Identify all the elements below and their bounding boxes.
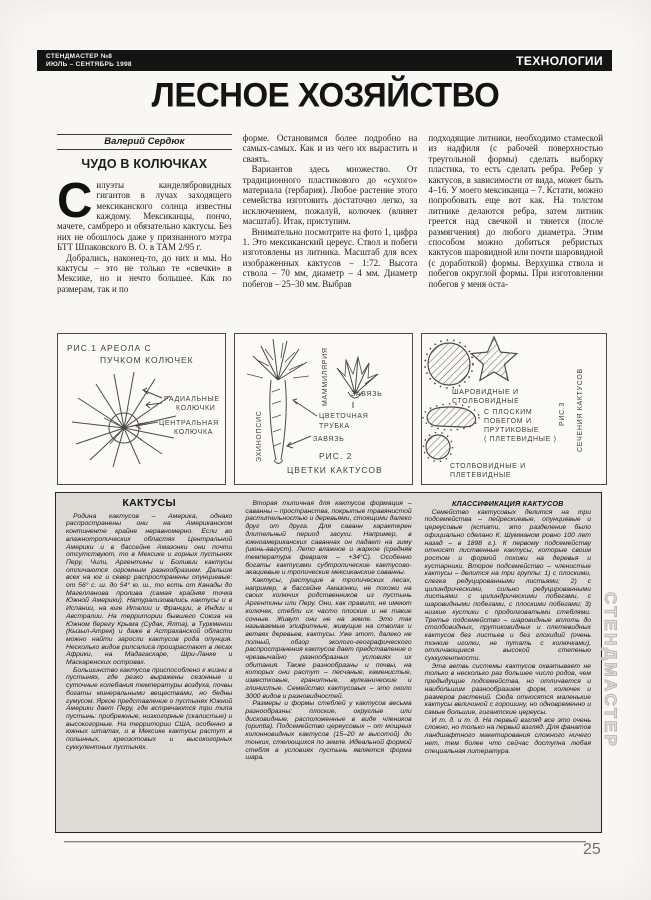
- cactus-sections-drawing: [422, 334, 606, 484]
- drop-cap: С: [57, 173, 93, 228]
- paragraph: Размеры и формы стеблей у кактусов весьма разнообразны: плоские, округлые или дисковидные, расположенные в виде члеников (opuntia). Подсемейство цереусовых – от мощных колонновидных кактусов (15–20 м высотой) до тонких, стелющихся по земле. Идеальной формой стебля в условиях пустынь является форма шара.: [245, 700, 412, 762]
- small-round-section-icon: [424, 433, 453, 462]
- paragraph: [57, 173, 232, 253]
- figures-row: [57, 333, 603, 485]
- fig2-label-tube-2: ТРУБКА: [319, 423, 350, 430]
- paragraph: Родина кактусов – Америка, однако распространены они на Американском континенте крайне неравномерно. Если во влажнотропических областях Центральной Америки и в бассейне Амазонки они почти отсутствуют, то в Мексике и горных пустынях Перу, Чили, Аргентины и Боливии кактусы отличаются огромным разнообразием. Дальше всех на юг и север распространены опунциевые: от 56° с. ш. до 54° ю. ш., то есть от Канады до Магелланова пролива (самая крайняя точка Южной Америки). Натурализовались кактусы и в Испании, на юге Италии и Франции, в Индии и Австралии. На территории бывшего Союза на Южном берегу Крыма (Судак, Ялта), в Туркмении (Кызыл-Атрек) и даже в Астраханской области можно найти заросли кактусов рода опунция. Несколько видов рипсалиса произрастают в лесах Африки, на Мадагаскаре, Шри-Ланке и Маскаренских островах.: [66, 512, 233, 667]
- fig2-caption-line1: РИС. 2: [319, 451, 353, 461]
- article-column-1: [57, 133, 232, 334]
- flat-section-icon: [423, 404, 479, 430]
- fig1-label-central-2: КОЛЮЧКА: [174, 429, 214, 436]
- fig3-label-group1-2: СТОЛБОВИДНЫЕ: [452, 398, 520, 405]
- fig3-caption-text: СЕЧЕНИЯ КАКТУСОВ: [577, 368, 584, 452]
- fig2-label-ovary-bottom: ЗАВЯЗЬ: [313, 436, 345, 443]
- infobox-heading: КАКТУСЫ: [122, 497, 176, 509]
- fig3-label-group1-1: ШАРОВИДНЫЕ И: [452, 389, 519, 396]
- fig2-caption-line2: ЦВЕТКИ КАКТУСОВ: [287, 465, 383, 475]
- infobox-column-3: [425, 500, 591, 825]
- paragraph: подходящие литники, необходимо стамеской из надфиля (с рабочей поверхностью треугольной формы) сделать выборку пластика, то есть сделать ребра. Ребер у кактусов, в зависимости от вида, может быть 4–16. У моего мексиканца – 7. Кстати, можно попробовать еще вот как. На толстом литнике делаются ребра, затем литник греется над свечкой и тянется (после размягчения) до любого диаметра. Этим способом можно добиться ребристых кактусов шаровидной или почти шаровидной (с доработкой) формы. Верхушка ствола и побегов округлой формы. При изготовлении побегов у меня оста-: [428, 133, 603, 289]
- magazine-issue: ИЮЛЬ – СЕНТЯБРЬ 1998: [46, 60, 132, 68]
- paragraph: Эта ветвь системы кактусов охватывает не только в несколько раз большее число родов, чем предыдущие подсемейства, но отличается и наибольшим разнообразием форм, колючек и размеров растений. Сюда относятся маленькие кактусы величиной с горошину, но одновременно и самые большие, гигантские цереусы.: [424, 662, 591, 716]
- fig1-label-central-1: ЦЕНТРАЛЬНАЯ: [159, 420, 219, 427]
- fig3-label-group3-2: ПЛЕТЕВИДНЫЕ: [450, 472, 512, 479]
- fig3-label-group2-1: С ПЛОСКИМ: [484, 409, 533, 416]
- magazine-brand: [46, 53, 132, 68]
- fig1-caption-line1: РИС.1 АРЕОЛА С: [67, 343, 152, 353]
- infobox-subheading: КЛАССИФИКАЦИЯ КАКТУСОВ: [452, 499, 564, 508]
- round-section-icon: [425, 340, 473, 388]
- infobox-column-2: [245, 500, 411, 825]
- fig3-label-group3-1: СТОЛБОВИДНЫЕ И: [450, 463, 526, 470]
- paragraph: Кактусы, растущие в тропических лесах, например, в бассейне Амазонки, не похожи на своих колючих родственников из пустынь Аргентины или Перу. Они, как правило, не имеют колючек, стебли их часто плоские и не такие сочные. Живут они не на земле. Это так называемые эпифитные, живущие на стволах и ветвях деревьев, кактусы. Уже этот, далеко не полный, обзор эколого-географического распространения кактусов дает представление о чрезвычайно разнообразных условиях их обитания. Также разнообразны и почвы, на которых они растут – песчаные, каменистые, известковые, гранитные, вулканические и глинистые. Семейство кактусовых – это около 3000 видов и разновидностей.: [245, 577, 412, 700]
- cactus-flowers-drawing: [235, 334, 412, 484]
- fig2-label-mammillaria: МАММИЛЯРИЯ: [322, 347, 329, 406]
- areola-spines-drawing: [58, 334, 225, 484]
- page-header-bar: [37, 50, 612, 71]
- footer-rule: [64, 841, 586, 843]
- fig3-caption-number: РИС.3: [559, 401, 566, 426]
- paragraph: И т. д. и т. д. На первый взгляд все это очень сложно, но только на первый взгляд. Для фанатов ландшафтного макетирования сложного ничего нет, тем более что сейчас доступна любая специальная литература.: [424, 716, 591, 755]
- article-column-2: [243, 133, 418, 334]
- paragraph: Вторая типичная для кактусов формация – саванны – пространства, покрытые травянистой растительностью и деревьями, стоящими далеко друг от друга. Для саванн характерен длительный период засухи. Например, в южноамериканских саваннах он падает на зиму (июнь-август). Лето влажное и жаркое (средняя температура февраля – +34°С). Особенно богаты кактусами субтропические кактусово-акациевые и тропические мексиканские саванны.: [245, 500, 412, 577]
- fig3-label-group2-4: ( ПЛЕТЕВИДНЫЕ ): [484, 436, 557, 443]
- fig3-label-group2-2: ПОБЕГОМ И: [484, 418, 532, 425]
- infobox-column-1: [66, 497, 233, 825]
- fig2-label-ovary-top: ЗАВЯЗЬ: [351, 391, 383, 398]
- page-number: 25: [583, 841, 601, 858]
- section-label: ТЕХНОЛОГИИ: [516, 53, 603, 68]
- figure-1-areola: [57, 333, 226, 485]
- paragraph: Внимательно посмотрите на фото 1, цифра 1. Это мексиканский цереус. Ствол и побеги изготовлены из литника. Масштаб для всех изображенных кактусов – 1:72. Высота ствола – 70 мм, диаметр – 4 мм. Диаметр побегов – 25–30 мм. Выбрав: [242, 226, 418, 289]
- paragraph: Вариантов здесь множество. От традиционного пластикового до «сухого» материала (гербария). Любое растение этого семейства изготовить достаточно легко, за исключением, пожалуй, колючек (влияет масштаб). Итак, приступим.: [242, 164, 418, 227]
- fig1-caption-line2: ПУЧКОМ КОЛЮЧЕК: [100, 355, 194, 365]
- article-heading: ЧУДО В КОЛЮЧКАХ: [81, 157, 208, 172]
- author-byline: Валерий Сердюк: [57, 134, 232, 150]
- paragraph: Семейство кактусовых делится на три подсемейства – пейрескиевые, опунциевые и цереусовые (кстати, это разделение было официально сделано К. Шумманом ровно 100 лет назад – в 1898 г.). К первому подсемейству относят лиственные кактусы, которые своим ростом и формой похожи на деревья и кустарники. Второе подсемейство – членистые кактусы – делится на три группы: 1) с плоскими, слегка редуцированными листьями; 2) с цилиндрическими, сильно редуцированными листьями: с цилиндрическими побегами, с шаровидными побегами, с плоскими побегами; 3) низкие кустики с продолговатыми стеблями. Третье подсемейство – шаровидные вплоть до столбовидных, прутиковидных и плетевидных кактусов без листьев и без глохидий (очень тонкие иголки, не путать с колючками), отличающиеся высокой степенью суккулентности.: [424, 508, 591, 663]
- fig2-label-tube-1: ЦВЕТОЧНАЯ: [319, 413, 369, 420]
- cactus-infobox: [55, 492, 602, 833]
- mammillaria-flower-icon: [337, 357, 378, 408]
- article-column-3: [428, 133, 603, 334]
- paragraph: Большинство кактусов приспособлено к жизни в пустынях, где резко выражены сезонные и суточные колебания температуры воздуха, почвы богаты минеральными веществами, но бедны гумусом. Яркое представление о пустынях Южной Америки дает Перу, где встречаются три типа пустынь: прибрежные, низкогорные (скалистые) и высокогорные. На территории США, особенно в южных штатах, и в Мексике кактусы растут в полынных, креозотовых и высокогорных суккулентных пустынях.: [66, 666, 233, 751]
- star-section-icon: [471, 337, 517, 380]
- fig3-label-group2-3: ПРУТИКОВЫЕ: [484, 427, 540, 434]
- paragraph: форме. Остановимся более подробно на самых-самых. Как и из чего их вырастить и сваять.: [242, 133, 418, 164]
- paragraph: Добрались, наконец-то, до них и мы. Но кактусы – это не только те «свечки» в Мексике, но и нечто большее. Как по размерам, так и по: [57, 252, 232, 294]
- fig1-label-radial-2: КОЛЮЧКИ: [176, 405, 216, 412]
- figure-3-sections: [421, 333, 607, 485]
- magazine-spine-label: СТЕНДМАСТЕР: [601, 592, 620, 749]
- paragraph-text: илуэты канделябровидных гигантов в лучах заходящего мексиканского солнца известны каждому. Мексиканцы, пончо, мачете, самбреро и обязательно кактусы. Без них не обошлось даже у признанного мэтра БТТ Шпаковского В. О. в ТАМ 2/95 г.: [57, 179, 232, 253]
- figure-2-flowers: [234, 333, 413, 485]
- article-columns: [57, 133, 603, 334]
- magazine-title: СТЕНДМАСТЕР №8: [46, 53, 113, 61]
- fig1-label-radial-1: РАДИАЛЬНЫЕ: [164, 396, 220, 403]
- page-title: ЛЕСНОЕ ХОЗЯЙСТВО: [151, 75, 500, 114]
- fig2-label-echinopsis: ЭХИНОПСИС: [256, 410, 263, 462]
